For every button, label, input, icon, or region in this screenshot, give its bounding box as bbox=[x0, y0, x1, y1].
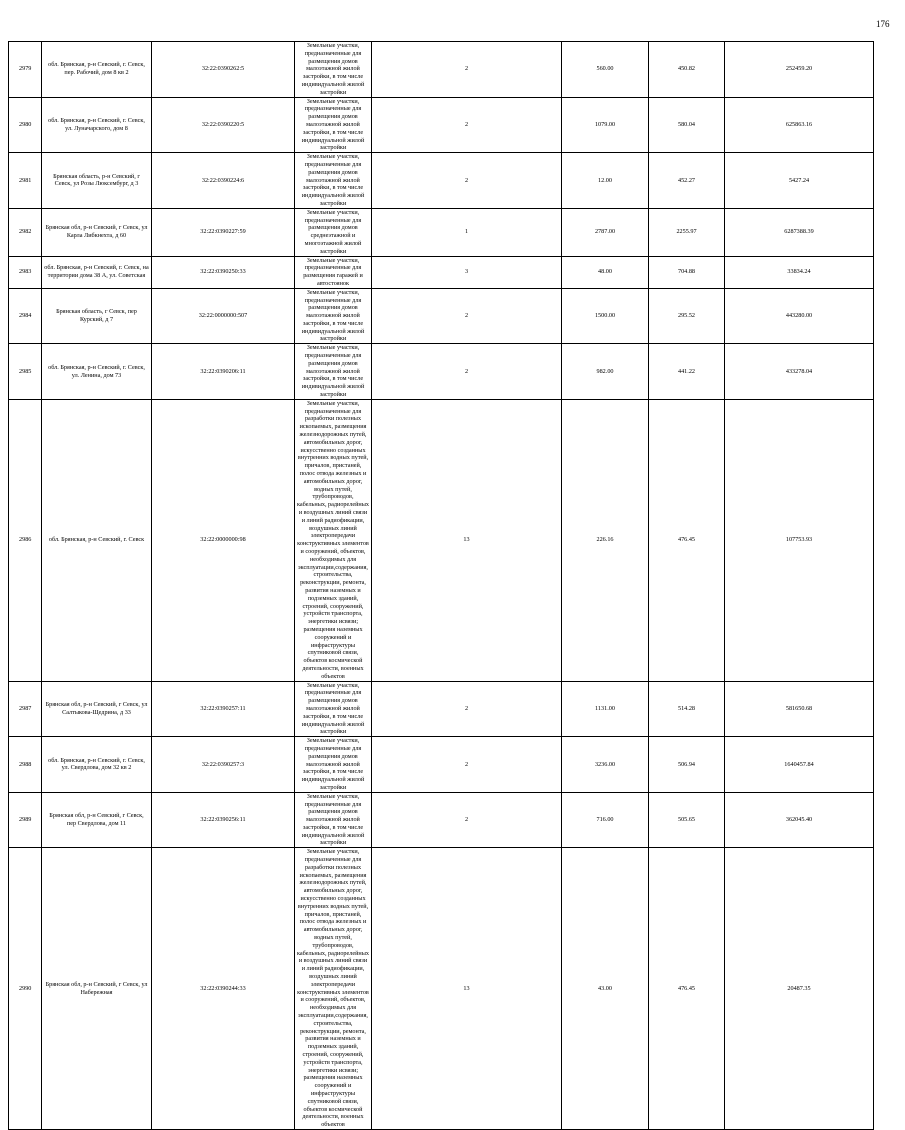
address-cell: обл. Брянская, р-н Севский, г. Севск, пер. Рабочий, дом 8 кв 2 bbox=[42, 42, 152, 98]
table-row bbox=[9, 737, 874, 793]
specific-value-cell: 2255.97 bbox=[649, 208, 725, 256]
area-cell: 2787.00 bbox=[562, 208, 649, 256]
table-row bbox=[9, 344, 874, 400]
land-use-cell: Земельные участки, предназначенные для размещения домов малоэтажной жилой застройки, в том числе индивидуальной жилой застройки bbox=[295, 288, 372, 344]
row-number: 2985 bbox=[9, 344, 42, 400]
table-row bbox=[9, 792, 874, 848]
page-number: 176 bbox=[876, 19, 890, 29]
specific-value-cell: 514.28 bbox=[649, 681, 725, 737]
specific-value-cell: 704.88 bbox=[649, 256, 725, 288]
cadastral-value-cell: 362045.40 bbox=[725, 792, 874, 848]
area-cell: 1500.00 bbox=[562, 288, 649, 344]
table-row bbox=[9, 42, 874, 98]
cadastral-value-table bbox=[8, 41, 874, 1130]
table-row bbox=[9, 288, 874, 344]
land-use-cell: Земельные участки, предназначенные для размещения домов малоэтажной жилой застройки, в том числе индивидуальной жилой застройки bbox=[295, 153, 372, 209]
land-use-cell: Земельные участки, предназначенные для размещения домов малоэтажной жилой застройки, в том числе индивидуальной жилой застройки bbox=[295, 344, 372, 400]
use-group-cell: 13 bbox=[372, 848, 562, 1130]
land-use-cell: Земельные участки, предназначенные для размещения домов малоэтажной жилой застройки, в том числе индивидуальной жилой застройки bbox=[295, 97, 372, 153]
specific-value-cell: 506.94 bbox=[649, 737, 725, 793]
cadastral-number-cell: 32:22:0390257:3 bbox=[152, 737, 295, 793]
cadastral-value-cell: 1640457.84 bbox=[725, 737, 874, 793]
land-use-cell: Земельные участки, предназначенные для размещения гаражей и автостоянок bbox=[295, 256, 372, 288]
use-group-cell: 13 bbox=[372, 399, 562, 681]
address-cell: Брянская обл, р-н Севский, г Севск, пер Свердлова, дом 11 bbox=[42, 792, 152, 848]
area-cell: 3236.00 bbox=[562, 737, 649, 793]
address-cell: Брянская обл, р-н Севский, г Севск, ул Набережная bbox=[42, 848, 152, 1130]
cadastral-value-cell: 20487.35 bbox=[725, 848, 874, 1130]
cadastral-value-cell: 107753.93 bbox=[725, 399, 874, 681]
cadastral-value-cell: 33834.24 bbox=[725, 256, 874, 288]
table-row bbox=[9, 681, 874, 737]
specific-value-cell: 505.65 bbox=[649, 792, 725, 848]
row-number: 2980 bbox=[9, 97, 42, 153]
row-number: 2982 bbox=[9, 208, 42, 256]
specific-value-cell: 476.45 bbox=[649, 848, 725, 1130]
specific-value-cell: 450.82 bbox=[649, 42, 725, 98]
address-cell: Брянская обл, р-н Севский, г Севск, ул Салтыкова-Щедрина, д 33 bbox=[42, 681, 152, 737]
address-cell: Брянская обл, р-н Севский, г Севск, ул Карла Либкнехта, д 60 bbox=[42, 208, 152, 256]
area-cell: 560.00 bbox=[562, 42, 649, 98]
cadastral-number-cell: 32:22:0390227:59 bbox=[152, 208, 295, 256]
area-cell: 226.16 bbox=[562, 399, 649, 681]
address-cell: обл. Брянская, р-н Севский, г. Севск, ул. Луначарского, дом 8 bbox=[42, 97, 152, 153]
cadastral-number-cell: 32:22:0000000:507 bbox=[152, 288, 295, 344]
land-use-cell: Земельные участки, предназначенные для размещения домов малоэтажной жилой застройки, в том числе индивидуальной жилой застройки bbox=[295, 681, 372, 737]
area-cell: 716.00 bbox=[562, 792, 649, 848]
cadastral-value-cell: 6287388.39 bbox=[725, 208, 874, 256]
cadastral-value-cell: 581650.68 bbox=[725, 681, 874, 737]
land-use-cell: Земельные участки, предназначенные для размещения домов малоэтажной жилой застройки, в том числе индивидуальной жилой застройки bbox=[295, 737, 372, 793]
cadastral-value-cell: 5427.24 bbox=[725, 153, 874, 209]
land-use-cell: Земельные участки, предназначенные для размещения домов малоэтажной жилой застройки, в том числе индивидуальной жилой застройки bbox=[295, 42, 372, 98]
address-cell: обл. Брянская, р-н Севский, г. Севск, на территории дома 38 А, ул. Советская bbox=[42, 256, 152, 288]
area-cell: 1079.00 bbox=[562, 97, 649, 153]
address-cell: обл. Брянская, р-н Севский, г. Севск, ул. Ленина, дом 73 bbox=[42, 344, 152, 400]
cadastral-number-cell: 32:22:0390250:33 bbox=[152, 256, 295, 288]
address-cell: Брянская область, р-н Севский, г Севск, ул Розы Люксембург, д 3 bbox=[42, 153, 152, 209]
table-row bbox=[9, 97, 874, 153]
cadastral-number-cell: 32:22:0000000:98 bbox=[152, 399, 295, 681]
row-number: 2986 bbox=[9, 399, 42, 681]
area-cell: 43.00 bbox=[562, 848, 649, 1130]
row-number: 2983 bbox=[9, 256, 42, 288]
use-group-cell: 1 bbox=[372, 208, 562, 256]
use-group-cell: 2 bbox=[372, 344, 562, 400]
cadastral-value-cell: 252459.20 bbox=[725, 42, 874, 98]
use-group-cell: 2 bbox=[372, 288, 562, 344]
use-group-cell: 2 bbox=[372, 97, 562, 153]
address-cell: обл. Брянская, р-н Севский, г. Севск bbox=[42, 399, 152, 681]
specific-value-cell: 452.27 bbox=[649, 153, 725, 209]
area-cell: 982.00 bbox=[562, 344, 649, 400]
table-row bbox=[9, 153, 874, 209]
cadastral-number-cell: 32:22:0390257:11 bbox=[152, 681, 295, 737]
table-row bbox=[9, 399, 874, 681]
cadastral-number-cell: 32:22:0390244:33 bbox=[152, 848, 295, 1130]
land-use-cell: Земельные участки, предназначенные для размещения домов среднеэтажной и многоэтажной жилой застройки bbox=[295, 208, 372, 256]
cadastral-value-cell: 443280.00 bbox=[725, 288, 874, 344]
cadastral-number-cell: 32:22:0390262:5 bbox=[152, 42, 295, 98]
cadastral-number-cell: 32:22:0390224:6 bbox=[152, 153, 295, 209]
use-group-cell: 2 bbox=[372, 153, 562, 209]
row-number: 2988 bbox=[9, 737, 42, 793]
table-row bbox=[9, 208, 874, 256]
use-group-cell: 2 bbox=[372, 737, 562, 793]
use-group-cell: 2 bbox=[372, 681, 562, 737]
specific-value-cell: 441.22 bbox=[649, 344, 725, 400]
area-cell: 48.00 bbox=[562, 256, 649, 288]
cadastral-value-cell: 433278.04 bbox=[725, 344, 874, 400]
cadastral-number-cell: 32:22:0390220:5 bbox=[152, 97, 295, 153]
table-body bbox=[9, 42, 874, 1130]
row-number: 2989 bbox=[9, 792, 42, 848]
land-use-cell: Земельные участки, предназначенные для размещения домов малоэтажной жилой застройки, в том числе индивидуальной жилой застройки bbox=[295, 792, 372, 848]
land-use-cell: Земельные участки, предназначенные для разработки полезных ископаемых, размещения железнодорожных путей, автомобильных дорог, искусственно созданных внутренних водных путей, причалов, пристаней, полос отвода железных и автомобильных дорог, водных путей, трубопроводов, кабельных, радиорелейных и воздушных линий связи и линий радиофикации, воздушных линий электропередачи конструктивных элементов и сооружений, объектов, необходимых для эксплуатации,содержания, строительства, реконструкции, ремонта, развития наземных и подземных зданий, строений, сооружений, устройств транспорта, энергетики исвязи; размещения наземных сооружений и инфраструктуры спутниковой связи, объектов космической деятельности, военных объектов bbox=[295, 848, 372, 1130]
cadastral-value-cell: 625863.16 bbox=[725, 97, 874, 153]
table-row bbox=[9, 256, 874, 288]
use-group-cell: 3 bbox=[372, 256, 562, 288]
use-group-cell: 2 bbox=[372, 792, 562, 848]
address-cell: Брянская область, г Севск, пер Курский, д 7 bbox=[42, 288, 152, 344]
cadastral-number-cell: 32:22:0390256:11 bbox=[152, 792, 295, 848]
cadastral-number-cell: 32:22:0390206:11 bbox=[152, 344, 295, 400]
table-row bbox=[9, 848, 874, 1130]
row-number: 2987 bbox=[9, 681, 42, 737]
address-cell: обл. Брянская, р-н Севский, г. Севск, ул. Свердлова, дом 32 кв 2 bbox=[42, 737, 152, 793]
area-cell: 12.00 bbox=[562, 153, 649, 209]
row-number: 2984 bbox=[9, 288, 42, 344]
specific-value-cell: 580.04 bbox=[649, 97, 725, 153]
area-cell: 1131.00 bbox=[562, 681, 649, 737]
use-group-cell: 2 bbox=[372, 42, 562, 98]
row-number: 2979 bbox=[9, 42, 42, 98]
row-number: 2981 bbox=[9, 153, 42, 209]
land-use-cell: Земельные участки, предназначенные для разработки полезных ископаемых, размещения железнодорожных путей, автомобильных дорог, искусственно созданных внутренних водных путей, причалов, пристаней, полос отвода железных и автомобильных дорог, водных путей, трубопроводов, кабельных, радиорелейных и воздушных линий связи и линий радиофикации, воздушных линий электропередачи конструктивных элементов и сооружений, объектов, необходимых для эксплуатации,содержания, строительства, реконструкции, ремонта, развития наземных и подземных зданий, строений, сооружений, устройств транспорта, энергетики исвязи; размещения наземных сооружений и инфраструктуры спутниковой связи, объектов космической деятельности, военных объектов bbox=[295, 399, 372, 681]
row-number: 2990 bbox=[9, 848, 42, 1130]
specific-value-cell: 476.45 bbox=[649, 399, 725, 681]
specific-value-cell: 295.52 bbox=[649, 288, 725, 344]
